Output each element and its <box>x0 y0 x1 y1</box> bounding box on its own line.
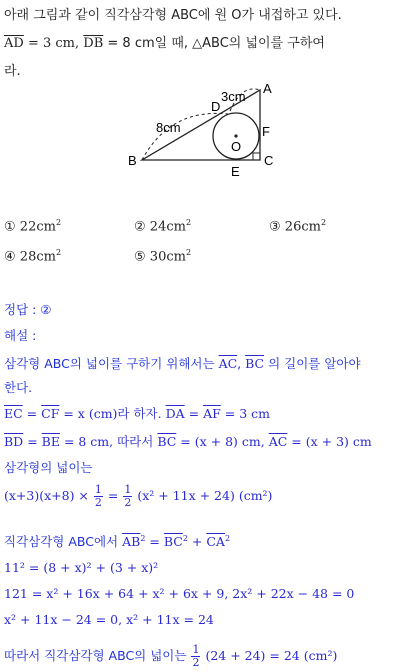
choice-1-exponent: 2 <box>55 218 62 227</box>
solution-text: = 3 cm <box>224 406 270 421</box>
solution-text: (24 + 24) = 24 (cm²) <box>205 648 338 663</box>
solution-text: (x² + 11x + 24) (cm²) <box>137 488 273 503</box>
choice-2[interactable] <box>134 218 191 234</box>
label-e: E <box>231 164 240 179</box>
solution-text: = <box>107 488 119 503</box>
solution-line-5 <box>4 484 272 509</box>
label-o: O <box>231 139 242 154</box>
solution-line-3: $\overline{BD} = \overline{BE} = 8$ cm, 따라서 $\overline{BC} = (x + 8)$ cm, $\overline{AC} = (x + 3)$ cm <box>4 434 372 449</box>
segment-bc: $\overline{BC}$ <box>157 434 177 449</box>
choice-2-number: ② <box>134 219 146 235</box>
segment-cf: $\overline{CF}$ <box>41 406 60 421</box>
question-line-2 <box>4 32 325 51</box>
solution-text: 따라서 직각삼각형 ABC의 넓이는 <box>4 648 187 663</box>
segment-da: $\overline{DA}$ <box>165 406 185 421</box>
answer-label: 정답 : ② <box>4 302 52 317</box>
choice-1-number: ① <box>4 219 16 235</box>
solution-line-4: 삼각형의 넓이는 <box>4 460 93 475</box>
choice-1[interactable] <box>4 218 61 234</box>
solution-line-2: $\overline{EC} = \overline{CF} = x$ (cm)라 하자. $\overline{DA} = \overline{AF} = 3$ cm <box>4 406 270 421</box>
segment-ab: $\overline{AB}$ <box>122 534 141 549</box>
fraction-half: $\frac{1}{2}$ <box>124 483 132 509</box>
length-ad: 3cm <box>221 89 246 104</box>
solution-line-9: x² + 11x − 24 = 0, x² + 11x = 24 <box>4 612 214 627</box>
triangle-figure <box>110 80 290 180</box>
choice-3-number: ③ <box>269 219 281 235</box>
solution-text: 삼각형 ABC의 넓이를 구하기 위해서는 <box>4 356 215 371</box>
label-b: B <box>128 153 137 168</box>
label-d: D <box>211 99 221 114</box>
segment-ac: $\overline{AC}$ <box>268 434 288 449</box>
choice-2-exponent: 2 <box>185 218 192 227</box>
choice-4[interactable] <box>4 248 61 264</box>
choice-3[interactable] <box>269 218 326 234</box>
choice-5-exponent: 2 <box>185 248 192 257</box>
choice-1-value: 22cm <box>19 219 56 235</box>
choice-3-value: 26cm <box>284 219 321 235</box>
choice-4-value: 28cm <box>19 249 56 265</box>
solution-text: 직각삼각형 ABC에서 <box>4 534 119 549</box>
ad-value: = 3 cm, <box>27 36 80 51</box>
question-line-1: 아래 그림과 같이 직각삼각형 ABC에 원 O가 내접하고 있다. <box>4 8 342 23</box>
fraction-half: $\frac{1}{2}$ <box>192 643 200 669</box>
center-o-dot <box>234 134 237 137</box>
segment-bd: $\overline{BD}$ <box>4 434 24 449</box>
solution-line-6: 직각삼각형 ABC에서 $\overline{AB}^2 = \overline{BC}^2 + \overline{CA}^2$ <box>4 533 231 549</box>
segment-ec: $\overline{EC}$ <box>4 406 23 421</box>
solution-line-10 <box>4 644 337 669</box>
question-line-3: 라. <box>4 64 21 79</box>
segment-bc: $\overline{BC}$ <box>245 356 265 371</box>
segment-bc: $\overline{BC}$ <box>163 534 183 549</box>
solution-text: = 8 cm, 따라서 <box>63 434 154 449</box>
fraction-half: $\frac{1}{2}$ <box>94 483 102 509</box>
choice-3-exponent: 2 <box>320 218 327 227</box>
segment-af: $\overline{AF}$ <box>203 406 221 421</box>
solution-text: (x+3)(x+8) × <box>4 488 89 503</box>
choice-2-value: 24cm <box>149 219 186 235</box>
choice-4-number: ④ <box>4 249 16 265</box>
solution-heading: 해설 : <box>4 328 37 343</box>
choice-4-exponent: 2 <box>55 248 62 257</box>
label-f: F <box>262 124 270 139</box>
choice-5-value: 30cm <box>149 249 186 265</box>
right-angle-mark <box>253 153 260 160</box>
solution-text: 의 길이를 알아야 <box>268 356 361 371</box>
segment-ac: $\overline{AC}$ <box>218 356 238 371</box>
solution-line-1: 삼각형 ABC의 넓이를 구하기 위해서는 $\overline{AC}$, $\overline{BC}$ 의 길이를 알아야 <box>4 356 361 371</box>
solution-text: = x (cm)라 하자. <box>63 406 162 421</box>
choice-5-number: ⑤ <box>134 249 146 265</box>
choice-5[interactable] <box>134 248 191 264</box>
solution-line-7: 11² = (8 + x)² + (3 + x)² <box>4 560 159 575</box>
solution-line-8: 121 = x² + 16x + 64 + x² + 6x + 9, 2x² + 22x − 48 = 0 <box>4 586 355 601</box>
segment-ca: $\overline{CA}$ <box>206 534 225 549</box>
solution-text: = (x + 3) cm <box>291 434 372 449</box>
solution-text: = (x + 8) cm, <box>180 434 265 449</box>
segment-db: $\overline{DB}$ <box>83 36 104 51</box>
segment-be: $\overline{BE}$ <box>41 434 60 449</box>
solution-line-1b: 한다. <box>4 380 33 395</box>
length-bd: 8cm <box>156 120 181 135</box>
label-a: A <box>263 81 272 96</box>
segment-ad: $\overline{AD}$ <box>4 36 24 51</box>
label-c: C <box>264 153 274 168</box>
db-value: = 8 cm일 때, △ABC의 넓이를 구하여 <box>107 36 325 51</box>
